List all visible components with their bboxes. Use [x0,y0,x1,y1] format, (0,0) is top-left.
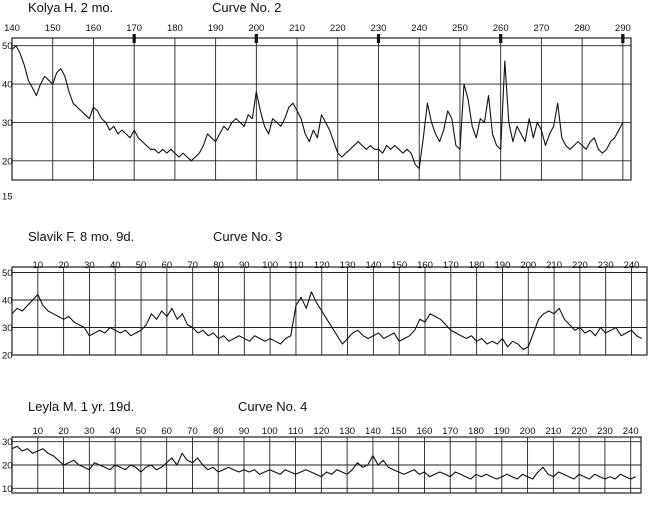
x-tick-label: 240 [623,260,640,271]
x-tick-label: 270 [533,23,550,34]
x-tick-label: 100 [262,260,279,271]
x-tick-label: 20 [58,260,69,271]
x-tick-label: 160 [85,23,102,34]
x-tick-label: 110 [288,260,304,271]
x-tick-label: 140 [4,23,20,34]
x-tick-label: 240 [622,426,639,437]
x-tick-label: 190 [493,426,510,437]
series-line [12,46,623,169]
x-tick-label: 30 [84,260,95,271]
x-tick-label: 170 [126,23,143,34]
y-tick-label: 10 [2,483,13,495]
x-tick-label: 200 [520,260,537,271]
x-tick-label: 150 [390,426,407,437]
x-tick-label: 50 [135,426,147,437]
x-tick-label: 210 [546,260,563,271]
x-tick-label: 60 [161,260,173,271]
x-tick-label: 220 [571,260,588,271]
x-tick-label: 160 [416,426,433,437]
x-tick-label: 180 [468,260,485,271]
event-marker [499,34,502,43]
event-marker [377,34,380,43]
x-tick-label: 200 [248,23,265,34]
panel-3-curve-label: Curve No. 4 [238,399,308,414]
plot-frame [12,38,631,180]
series-line [12,292,642,350]
event-marker [255,34,258,43]
series-line [12,446,636,479]
x-tick-label: 20 [58,426,69,437]
panel-1-subject: Kolya H. 2 mo. [28,0,114,15]
x-tick-label: 150 [44,23,61,34]
panel-1-curve-label: Curve No. 2 [212,0,282,15]
x-tick-label: 230 [596,426,613,437]
x-tick-label: 220 [329,23,346,34]
plot-frame [12,267,647,355]
y-tick-label: 20 [2,350,13,362]
curve-3-chart [0,240,666,400]
x-tick-label: 280 [574,23,591,34]
x-tick-label: 80 [212,426,224,437]
x-tick-label: 90 [238,426,250,437]
x-tick-label: 120 [313,260,330,271]
x-tick-label: 60 [161,426,172,437]
x-tick-label: 10 [32,426,44,437]
y-tick-label: 20 [2,460,13,472]
y-tick-label: 30 [2,117,13,129]
x-tick-label: 190 [207,23,224,34]
x-tick-label: 260 [492,23,509,34]
x-tick-label: 180 [166,23,183,34]
x-tick-label: 40 [109,260,121,271]
x-tick-label: 70 [187,260,198,271]
x-tick-label: 190 [494,260,511,271]
x-tick-label: 220 [571,426,588,437]
x-tick-label: 170 [442,426,459,437]
x-tick-label: 130 [339,260,356,271]
y-baseline-label: 15 [2,191,13,203]
x-tick-label: 170 [442,260,459,271]
x-tick-label: 240 [411,23,428,34]
y-tick-label: 20 [2,156,13,168]
y-tick-label: 40 [2,79,13,91]
x-tick-label: 80 [213,260,224,271]
x-tick-label: 90 [239,260,250,271]
x-tick-label: 140 [364,426,381,437]
x-tick-label: 110 [287,426,304,437]
x-tick-label: 130 [339,426,356,437]
y-tick-label: 50 [2,268,13,279]
panel-3-subject: Leyla M. 1 yr. 19d. [28,399,135,414]
curve-2-chart [0,0,666,220]
panel-2-curve-label: Curve No. 3 [213,229,283,244]
x-tick-label: 140 [365,260,382,271]
x-tick-label: 100 [261,426,278,437]
x-tick-label: 50 [135,260,147,271]
x-tick-label: 180 [468,426,484,437]
x-tick-label: 230 [597,260,614,271]
y-tick-label: 40 [2,295,13,307]
x-tick-label: 200 [519,426,536,437]
curve-4-chart [0,404,666,514]
x-tick-label: 120 [313,426,330,437]
event-marker [133,34,136,43]
x-tick-label: 30 [84,426,95,437]
y-tick-label: 50 [2,41,13,53]
x-tick-label: 70 [187,426,198,437]
x-tick-label: 210 [289,23,305,34]
panel-2-subject: Slavik F. 8 mo. 9d. [28,229,135,244]
x-tick-label: 290 [614,23,631,34]
x-tick-label: 40 [109,426,121,437]
x-tick-label: 150 [391,260,408,271]
x-tick-label: 160 [417,260,433,271]
event-marker [621,34,624,43]
x-tick-label: 230 [370,23,387,34]
y-tick-label: 30 [2,323,13,334]
x-tick-label: 10 [32,260,44,271]
x-tick-label: 250 [452,23,468,34]
x-tick-label: 210 [545,426,562,437]
y-tick-label: 30 [2,437,13,449]
